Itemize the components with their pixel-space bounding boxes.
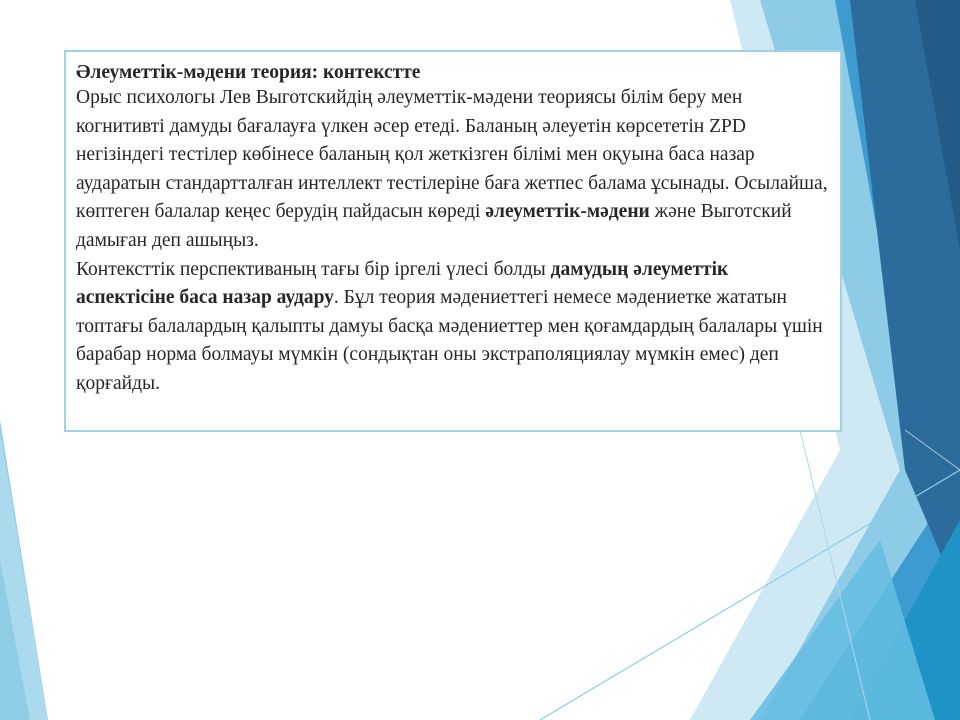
paragraph1-text-end: және Выготский дамыған деп ашыңыз. xyxy=(76,201,792,251)
paragraph2-text-end: . Бұл теория мәдениеттегі немесе мәдениетке жататын топтағы балалардың қалыпты дамуы басқа мәдениеттер мен қоғамдардың балалары үшін барабар норма болмауы мүмкін (сондықтан оны экстраполяциялау мүмкін емес) деп қорғайды. xyxy=(76,287,823,394)
paragraph1-text-start: Орыс психологы Лев Выготскийдің әлеуметтік-мәдени теориясы білім беру мен когнитивті дамуды бағалауға үлкен әсер етеді. Баланың әлеуетін көрсететін ZPD негізіндегі тестілер көбінесе баланың қол жеткізген білімі мен оқуына баса назар аударатын стандартталған интеллект тестілеріне баға жетпес балама ұсынады. Осылайша, көптеген балалар кеңес берудің пайдасын көреді xyxy=(76,87,828,223)
paragraph-vygotsky-theory xyxy=(76,84,830,256)
paragraph2-text-start: Контексттік перспективаның тағы бір іргелі үлесі болды xyxy=(76,258,551,280)
content-text-box xyxy=(64,50,842,432)
paragraph2-bold-term: дамудың әлеуметтік аспектісіне баса назар аудару xyxy=(76,258,729,309)
slide-heading: Әлеуметтік-мәдени теория: контекстте xyxy=(76,62,421,83)
paragraph1-bold-term: әлеуметтік-мәдени xyxy=(485,201,650,223)
paragraph-contextual-perspective xyxy=(76,256,830,399)
